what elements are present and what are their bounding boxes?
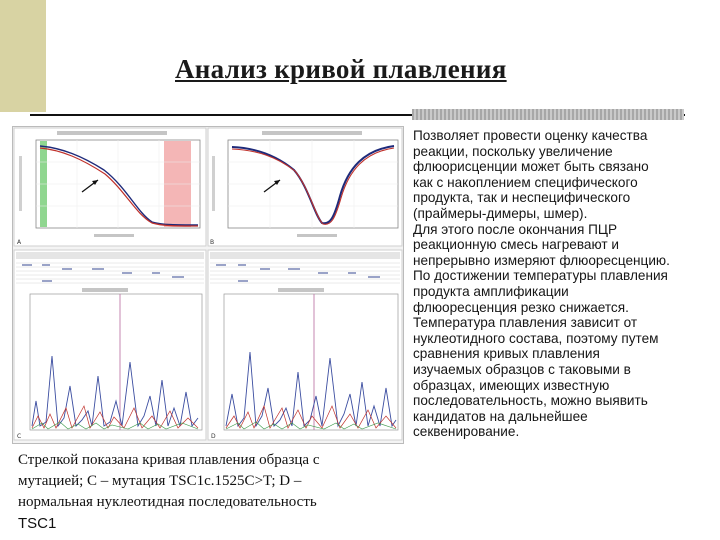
panel-b — [208, 128, 402, 246]
description-line: нуклеотидного состава, поэтому путем — [413, 330, 659, 346]
figure-caption — [18, 450, 398, 534]
description-line: Для этого после окончания ПЦР — [413, 221, 618, 237]
description-line: Позволяет провести оценку качества — [413, 128, 648, 143]
caption-line: мутацией; C – мутация TSC1c.1525C>T; D – — [18, 473, 302, 489]
caption-line: TSC1 — [18, 515, 57, 532]
panel-d — [208, 250, 402, 440]
description-line: реакции, поскольку увеличение — [413, 143, 613, 159]
melting-curve-figure — [12, 126, 404, 444]
description-line: флюорисценции может быть связано — [413, 159, 649, 175]
description-line: как с накоплением специфического — [413, 174, 638, 190]
panel-a-label: A — [17, 239, 22, 246]
description-line: продукта амплификации — [413, 283, 569, 299]
description-line: образцах, имеющих известную — [413, 377, 610, 393]
description-line: Температура плавления зависит от — [413, 315, 638, 331]
caption-line: Стрелкой показана кривая плавления образца с — [18, 452, 320, 468]
description-line: сравнения кривых плавления — [413, 346, 600, 362]
description-text — [413, 128, 715, 440]
description-line: По достижении температуры плавления — [413, 268, 668, 284]
panel-d-label: D — [211, 433, 216, 440]
decorative-bar — [412, 109, 684, 120]
description-line: реакционную смесь нагревают и — [413, 237, 619, 253]
corner-accent-block — [0, 0, 46, 112]
caption-line: нормальная нуклеотидная последовательность — [18, 494, 317, 510]
description-line: флюоресценция резко снижается. — [413, 299, 629, 315]
description-line: изучаемых образцов с таковыми в — [413, 361, 631, 377]
panel-c — [14, 250, 206, 440]
description-line: (праймеры-димеры, шмер). — [413, 205, 588, 221]
description-line: непрерывно измеряют флюоресценцию. — [413, 252, 670, 268]
description-line: кандидатов на дальнейшее — [413, 408, 588, 424]
panel-a — [14, 128, 206, 246]
page-title: Анализ кривой плавления — [175, 54, 507, 84]
description-line: продукта, так и неспецифического — [413, 190, 631, 206]
panel-b-label: B — [210, 239, 215, 246]
description-line: секвенирование. — [413, 424, 520, 440]
panel-c-label: C — [17, 433, 22, 440]
description-line: последовательность, можно выявить — [413, 393, 648, 409]
